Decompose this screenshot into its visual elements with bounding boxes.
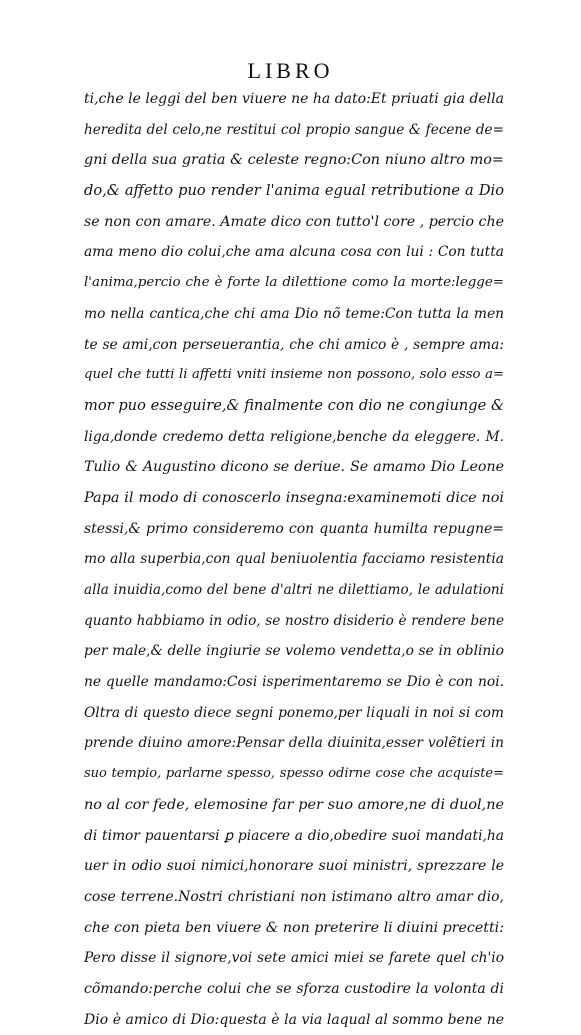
text-line: mo alla superbia,con qual beniuolentia facciamo resistentia: [84, 551, 504, 568]
text-line: quanto habbiamo in odio, se nostro disiderio è rendere bene: [84, 612, 504, 629]
text-line: prende diuino amore:Pensar della diuinita,esser volẽtieri in: [84, 735, 504, 752]
text-line: di timor pauentarsi ꝑ piacere a dio,obedire suoi mandati,ha: [84, 827, 504, 844]
text-line: mo nella cantica,che chi ama Dio nõ teme:Con tutta la men: [84, 305, 504, 322]
text-line: che con pieta ben viuere & non preterire li diuini precetti:: [84, 919, 504, 936]
text-line: Oltra di questo diece segni ponemo,per liquali in noi si com: [84, 704, 504, 721]
text-line: uer in odio suoi nimici,honorare suoi ministri, sprezzare le: [84, 858, 504, 875]
text-line: stessi,& primo consideremo con quanta humilta repugne=: [84, 520, 504, 537]
text-line: quel che tutti li affetti vniti insieme non possono, solo esso a=: [84, 367, 504, 383]
text-line: alla inuidia,como del bene d'altri ne dilettiamo, le adulationi: [84, 582, 504, 598]
text-line: per male,& delle ingiurie se volemo vendetta,o se in oblinio: [84, 643, 504, 660]
text-line: Papa il modo di conoscerlo insegna:examinemoti dice noi: [84, 489, 504, 506]
running-header: LIBRO: [247, 58, 334, 83]
text-line: Dio è amico di Dio:questa è la via laqual al sommo bene ne: [84, 1011, 504, 1028]
text-line: te se ami,con perseuerantia, che chi amico è , sempre ama:: [84, 336, 504, 353]
text-line: se non con amare. Amate dico con tutto'l core , percio che: [84, 213, 504, 230]
text-line: Pero disse il signore,voi sete amici miei se farete quel ch'io: [84, 950, 504, 967]
body-text: [84, 84, 504, 1035]
text-line: gni della sua gratia & celeste regno:Con niuno altro mo=: [84, 152, 504, 169]
text-line: mor puo esseguire,& finalmente con dio ne congiunge &: [84, 396, 504, 414]
text-line: heredita del celo,ne restitui col propio sangue & fecene de=: [84, 121, 504, 138]
text-line: ne quelle mandamo:Cosi isperimentaremo se Dio è con noi.: [84, 674, 504, 691]
text-line: suo tempio, parlarne spesso, spesso odirne cose che acquiste=: [84, 766, 504, 782]
text-line: ti,che le leggi del ben viuere ne ha dato:Et priuati gia della: [84, 91, 504, 107]
text-line: cose terrene.Nostri christiani non istimano altro amar dio,: [84, 888, 504, 905]
text-line: l'anima,percio che è forte la dilettione como la morte:leggе=: [84, 275, 504, 291]
text-line: no al cor fede, elemosine far per suo amore,ne di duol,ne: [84, 796, 504, 813]
text-line: cõmando:perche colui che se sforza custodire la volonta di: [84, 980, 504, 997]
text-line: do,& affetto puo render l'anima egual retributione a Dio: [84, 182, 504, 200]
text-line: Tulio & Augustino dicono se deriue. Se amamo Dio Leone: [84, 459, 504, 476]
text-line: ama meno dio colui,che ama alcuna cosa con lui : Con tutta: [84, 244, 504, 261]
text-line: liga,donde credemo detta religione,benche da eleggere. M.: [84, 428, 504, 445]
